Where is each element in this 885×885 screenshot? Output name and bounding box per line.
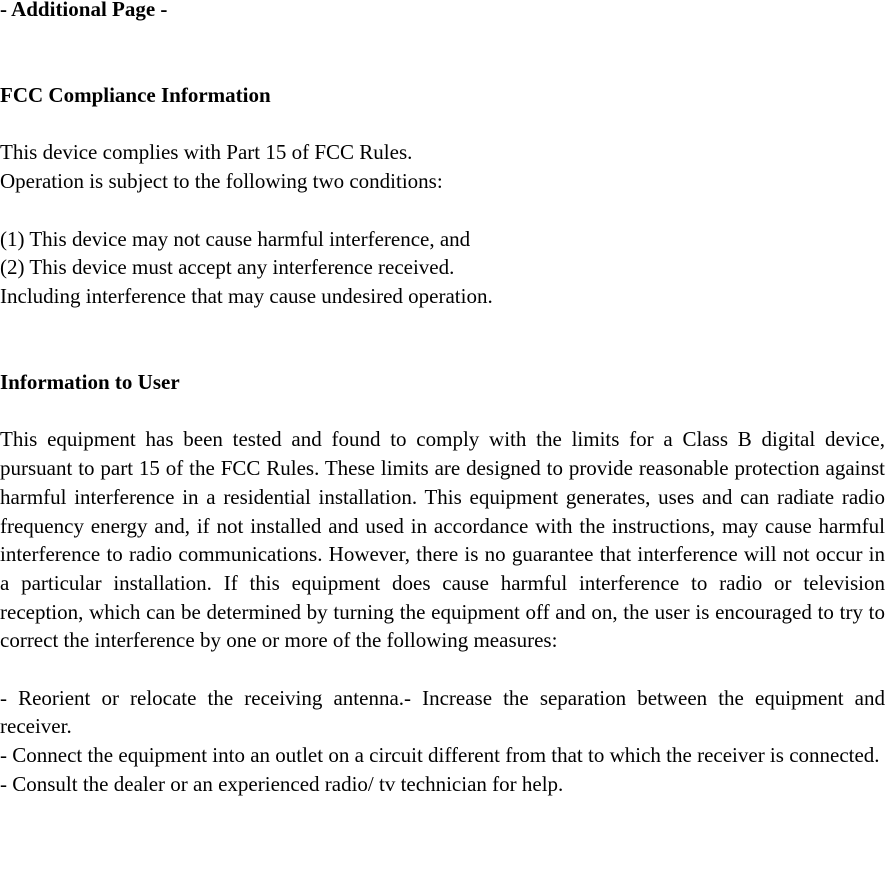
spacer — [0, 339, 885, 368]
information-to-user-body: This equipment has been tested and found to comply with the limits for a Class B digital device, pursuant to part 15 of the FCC Rules. These limits are designed to provide reasonable protection against harmful interference in a residential installation. This equipment generates, uses and can radiate radio frequency energy and, if not installed and used in accordance with the instructions, may cause harmful interference to radio communications. However, there is no guarantee that interference will not occur in a particular installation. If this equipment does cause harmful interference to radio or television reception, which can be determined by turning the equipment off and on, the user is encouraged to try to correct the interference by one or more of the following measures: — [0, 427, 885, 653]
spacer — [0, 655, 885, 684]
fcc-condition-2: (2) This device must accept any interference received. — [0, 255, 455, 280]
spacer — [0, 110, 885, 139]
spacer — [0, 397, 885, 426]
fcc-compliance-heading: FCC Compliance Information — [0, 83, 271, 108]
spacer — [0, 24, 885, 53]
spacer — [0, 311, 885, 340]
measure-consult-dealer: - Consult the dealer or an experienced radio/ tv technician for help. — [0, 771, 564, 796]
page-header: - Additional Page - — [0, 0, 168, 21]
spacer — [0, 52, 885, 81]
information-to-user-heading: Information to User — [0, 370, 180, 395]
measure-connect-outlet: - Connect the equipment into an outlet on a circuit different from that to which the receiver is connected. — [0, 743, 880, 768]
fcc-intro-line-2: Operation is subject to the following two conditions: — [0, 169, 443, 194]
fcc-condition-note: Including interference that may cause undesired operation. — [0, 283, 493, 308]
fcc-intro-line-1: This device complies with Part 15 of FCC Rules. — [0, 140, 413, 165]
measure-reorient-relocate: - Reorient or relocate the receiving antenna.- Increase the separation between the equipment and receiver. — [0, 685, 885, 739]
fcc-condition-1: (1) This device may not cause harmful interference, and — [0, 226, 471, 251]
spacer — [0, 196, 885, 225]
